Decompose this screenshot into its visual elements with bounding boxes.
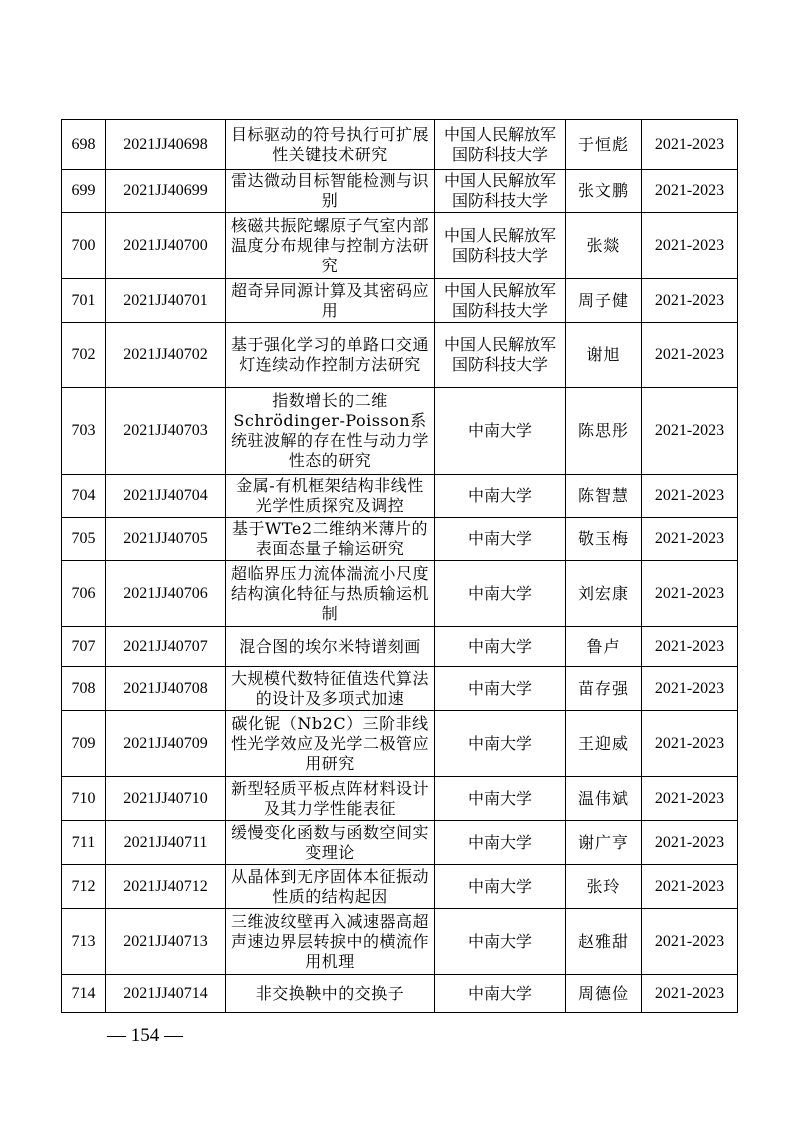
principal-investigator: 张文鹏 [566, 170, 642, 213]
project-period: 2021-2023 [642, 711, 738, 777]
table-row [62, 711, 738, 777]
project-table [61, 119, 738, 1013]
project-title: 基于WTe2二维纳米薄片的表面态量子输运研究 [226, 518, 435, 561]
project-code: 2021JJ40707 [106, 627, 226, 667]
principal-investigator: 周德俭 [566, 975, 642, 1013]
project-title: 从晶体到无序固体本征振动性质的结构起因 [226, 865, 435, 909]
institution: 中南大学 [435, 975, 566, 1013]
institution: 中南大学 [435, 561, 566, 627]
project-code: 2021JJ40712 [106, 865, 226, 909]
principal-investigator: 谢旭 [566, 323, 642, 388]
table-row [62, 279, 738, 323]
institution: 中国人民解放军国防科技大学 [435, 170, 566, 213]
project-code: 2021JJ40706 [106, 561, 226, 627]
table-row [62, 213, 738, 279]
principal-investigator: 谢广亨 [566, 821, 642, 865]
project-period: 2021-2023 [642, 518, 738, 561]
project-code: 2021JJ40699 [106, 170, 226, 213]
principal-investigator: 周子健 [566, 279, 642, 323]
institution: 中南大学 [435, 667, 566, 711]
project-title: 碳化铌（Nb2C）三阶非线性光学效应及光学二极管应用研究 [226, 711, 435, 777]
table-row [62, 865, 738, 909]
table-row [62, 323, 738, 388]
project-period: 2021-2023 [642, 323, 738, 388]
row-number: 700 [62, 213, 106, 279]
project-code: 2021JJ40711 [106, 821, 226, 865]
table-row [62, 120, 738, 170]
table-row [62, 561, 738, 627]
project-code: 2021JJ40708 [106, 667, 226, 711]
project-period: 2021-2023 [642, 279, 738, 323]
row-number: 702 [62, 323, 106, 388]
project-title: 缓慢变化函数与函数空间实变理论 [226, 821, 435, 865]
project-title: 目标驱动的符号执行可扩展性关键技术研究 [226, 120, 435, 170]
table-row [62, 975, 738, 1013]
institution: 中南大学 [435, 821, 566, 865]
institution: 中南大学 [435, 388, 566, 475]
project-code: 2021JJ40714 [106, 975, 226, 1013]
principal-investigator: 王迎威 [566, 711, 642, 777]
row-number: 699 [62, 170, 106, 213]
project-title: 核磁共振陀螺原子气室内部温度分布规律与控制方法研究 [226, 213, 435, 279]
project-code: 2021JJ40704 [106, 475, 226, 518]
project-period: 2021-2023 [642, 213, 738, 279]
institution: 中国人民解放军国防科技大学 [435, 279, 566, 323]
row-number: 708 [62, 667, 106, 711]
project-title: 混合图的埃尔米特谱刻画 [226, 627, 435, 667]
row-number: 711 [62, 821, 106, 865]
row-number: 703 [62, 388, 106, 475]
row-number: 701 [62, 279, 106, 323]
row-number: 709 [62, 711, 106, 777]
row-number: 705 [62, 518, 106, 561]
project-title: 指数增长的二维Schrödinger-Poisson系统驻波解的存在性与动力学性态的研究 [226, 388, 435, 475]
row-number: 710 [62, 777, 106, 821]
row-number: 707 [62, 627, 106, 667]
project-code: 2021JJ40703 [106, 388, 226, 475]
row-number: 698 [62, 120, 106, 170]
principal-investigator: 张玲 [566, 865, 642, 909]
institution: 中南大学 [435, 518, 566, 561]
project-title: 大规模代数特征值迭代算法的设计及多项式加速 [226, 667, 435, 711]
institution: 中南大学 [435, 627, 566, 667]
table-row [62, 170, 738, 213]
project-code: 2021JJ40700 [106, 213, 226, 279]
project-period: 2021-2023 [642, 627, 738, 667]
project-period: 2021-2023 [642, 975, 738, 1013]
institution: 中南大学 [435, 777, 566, 821]
row-number: 712 [62, 865, 106, 909]
principal-investigator: 苗存强 [566, 667, 642, 711]
project-period: 2021-2023 [642, 909, 738, 975]
institution: 中南大学 [435, 475, 566, 518]
table-row [62, 909, 738, 975]
project-period: 2021-2023 [642, 667, 738, 711]
project-code: 2021JJ40702 [106, 323, 226, 388]
institution: 中南大学 [435, 909, 566, 975]
project-period: 2021-2023 [642, 120, 738, 170]
project-title: 超临界压力流体湍流小尺度结构演化特征与热质输运机制 [226, 561, 435, 627]
project-title: 新型轻质平板点阵材料设计及其力学性能表征 [226, 777, 435, 821]
project-table-body [62, 120, 738, 1013]
page-number: — 154 — [107, 1025, 183, 1046]
project-period: 2021-2023 [642, 475, 738, 518]
principal-investigator: 于恒彪 [566, 120, 642, 170]
project-code: 2021JJ40709 [106, 711, 226, 777]
project-period: 2021-2023 [642, 170, 738, 213]
project-title: 金属-有机框架结构非线性光学性质探究及调控 [226, 475, 435, 518]
institution: 中南大学 [435, 711, 566, 777]
row-number: 706 [62, 561, 106, 627]
row-number: 704 [62, 475, 106, 518]
table-row [62, 475, 738, 518]
principal-investigator: 赵雅甜 [566, 909, 642, 975]
project-period: 2021-2023 [642, 777, 738, 821]
project-period: 2021-2023 [642, 821, 738, 865]
principal-investigator: 刘宏康 [566, 561, 642, 627]
project-period: 2021-2023 [642, 388, 738, 475]
project-code: 2021JJ40701 [106, 279, 226, 323]
principal-investigator: 陈思彤 [566, 388, 642, 475]
table-row [62, 518, 738, 561]
project-code: 2021JJ40698 [106, 120, 226, 170]
table-row [62, 777, 738, 821]
project-title: 三维波纹壁再入减速器高超声速边界层转捩中的横流作用机理 [226, 909, 435, 975]
institution: 中国人民解放军国防科技大学 [435, 213, 566, 279]
row-number: 713 [62, 909, 106, 975]
principal-investigator: 鲁卢 [566, 627, 642, 667]
principal-investigator: 陈智慧 [566, 475, 642, 518]
project-title: 非交换鞅中的交换子 [226, 975, 435, 1013]
table-row [62, 388, 738, 475]
principal-investigator: 张燚 [566, 213, 642, 279]
project-title: 雷达微动目标智能检测与识别 [226, 170, 435, 213]
table-row [62, 821, 738, 865]
institution: 中国人民解放军国防科技大学 [435, 120, 566, 170]
project-title: 超奇异同源计算及其密码应用 [226, 279, 435, 323]
table-row [62, 667, 738, 711]
table-row [62, 627, 738, 667]
project-code: 2021JJ40713 [106, 909, 226, 975]
project-code: 2021JJ40705 [106, 518, 226, 561]
principal-investigator: 敬玉梅 [566, 518, 642, 561]
project-code: 2021JJ40710 [106, 777, 226, 821]
project-period: 2021-2023 [642, 865, 738, 909]
institution: 中国人民解放军国防科技大学 [435, 323, 566, 388]
project-period: 2021-2023 [642, 561, 738, 627]
row-number: 714 [62, 975, 106, 1013]
institution: 中南大学 [435, 865, 566, 909]
principal-investigator: 温伟斌 [566, 777, 642, 821]
project-title: 基于强化学习的单路口交通灯连续动作控制方法研究 [226, 323, 435, 388]
